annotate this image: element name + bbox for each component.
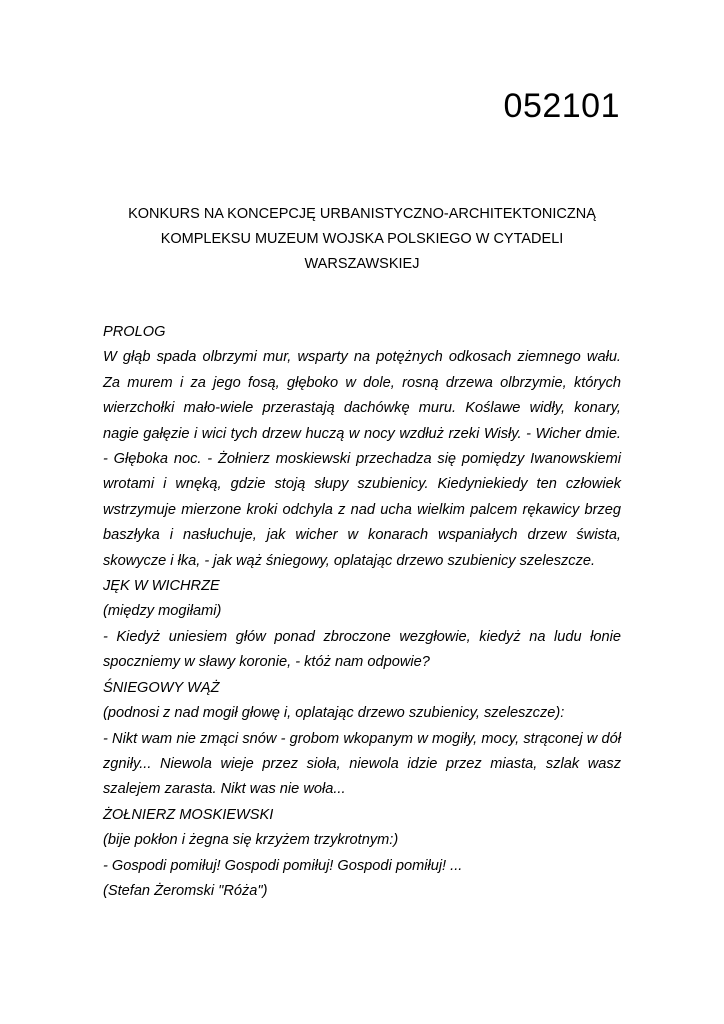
heading-prolog: PROLOG: [103, 324, 166, 340]
dialogue-line: - Gospodi pomiłuj! Gospodi pomiłuj! Gospodi pomiłuj! ...: [103, 857, 463, 874]
title-line-1: KONKURS NA KONCEPCJĘ URBANISTYCZNO-ARCHITEKTONICZNĄ: [128, 206, 596, 222]
title-line-2: KOMPLEKSU MUZEUM WOJSKA POLSKIEGO W CYTADELI: [160, 231, 564, 247]
title-line-3: WARSZAWSKIEJ: [304, 256, 420, 272]
speaker-zolnierz-moskiewski: ŻOŁNIERZ MOSKIEWSKI: [103, 806, 274, 823]
stage-direction: (między mogiłami): [103, 603, 222, 620]
dialogue-line: - Nikt wam nie zmąci snów - grobom wkopanym w mogiły, mocy, strąconej w dół zgniły... Niewola wieje przez sioła, niewola idzie przez miasta, szlak wasz szalejem zarasta. Nikt was nie woła...: [103, 730, 621, 798]
citation: (Stefan Żeromski "Róża"): [103, 882, 268, 899]
document-title: [103, 202, 621, 277]
speaker-jek-w-wichrze: JĘK W WICHRZE: [103, 578, 220, 595]
narration-paragraph: W głąb spada olbrzymi mur, wsparty na potężnych odkosach ziemnego wału. Za murem i za jego fosą, głęboko w dole, rosną drzewa olbrzymie, których wierzchołki mało-wiele przerastają dachówkę muru. Koślawe widły, konary, nagie gałęzie i wici tych drzew huczą w nocy wzdłuż rzeki Wisły. - Wicher dmie. - Głęboka noc. - Żołnierz moskiewski przechadza się pomiędzy Iwanowskiemi wrotami i wnęką, gdzie stoją słupy szubienicy. Kiedyniekiedy ten człowiek wstrzymuje mierzone kroki odchyla z nad ucha wielkim palcem rękawicy brzeg baszłyka i nasłuchuje, jak wicher w konarach wspaniałych drzew śwista, skowycze i łka, - jak wąż śniegowy, oplatając drzewo szubienicy szeleszcze.: [103, 349, 621, 569]
document-number: 052101: [503, 87, 620, 125]
stage-direction: (bije pokłon i żegna się krzyżem trzykrotnym:): [103, 832, 399, 849]
speaker-sniegowy-waz: ŚNIEGOWY WĄŻ: [103, 679, 220, 696]
dialogue-line: - Kiedyż uniesiem głów ponad zbroczone wezgłowie, kiedyż na ludu łonie spoczniemy w sławy koronie, - któż nam odpowie?: [103, 628, 621, 671]
stage-direction: (podnosi z nad mogił głowę i, oplatając drzewo szubienicy, szeleszcze):: [103, 705, 565, 722]
prologue-text: [103, 320, 621, 904]
